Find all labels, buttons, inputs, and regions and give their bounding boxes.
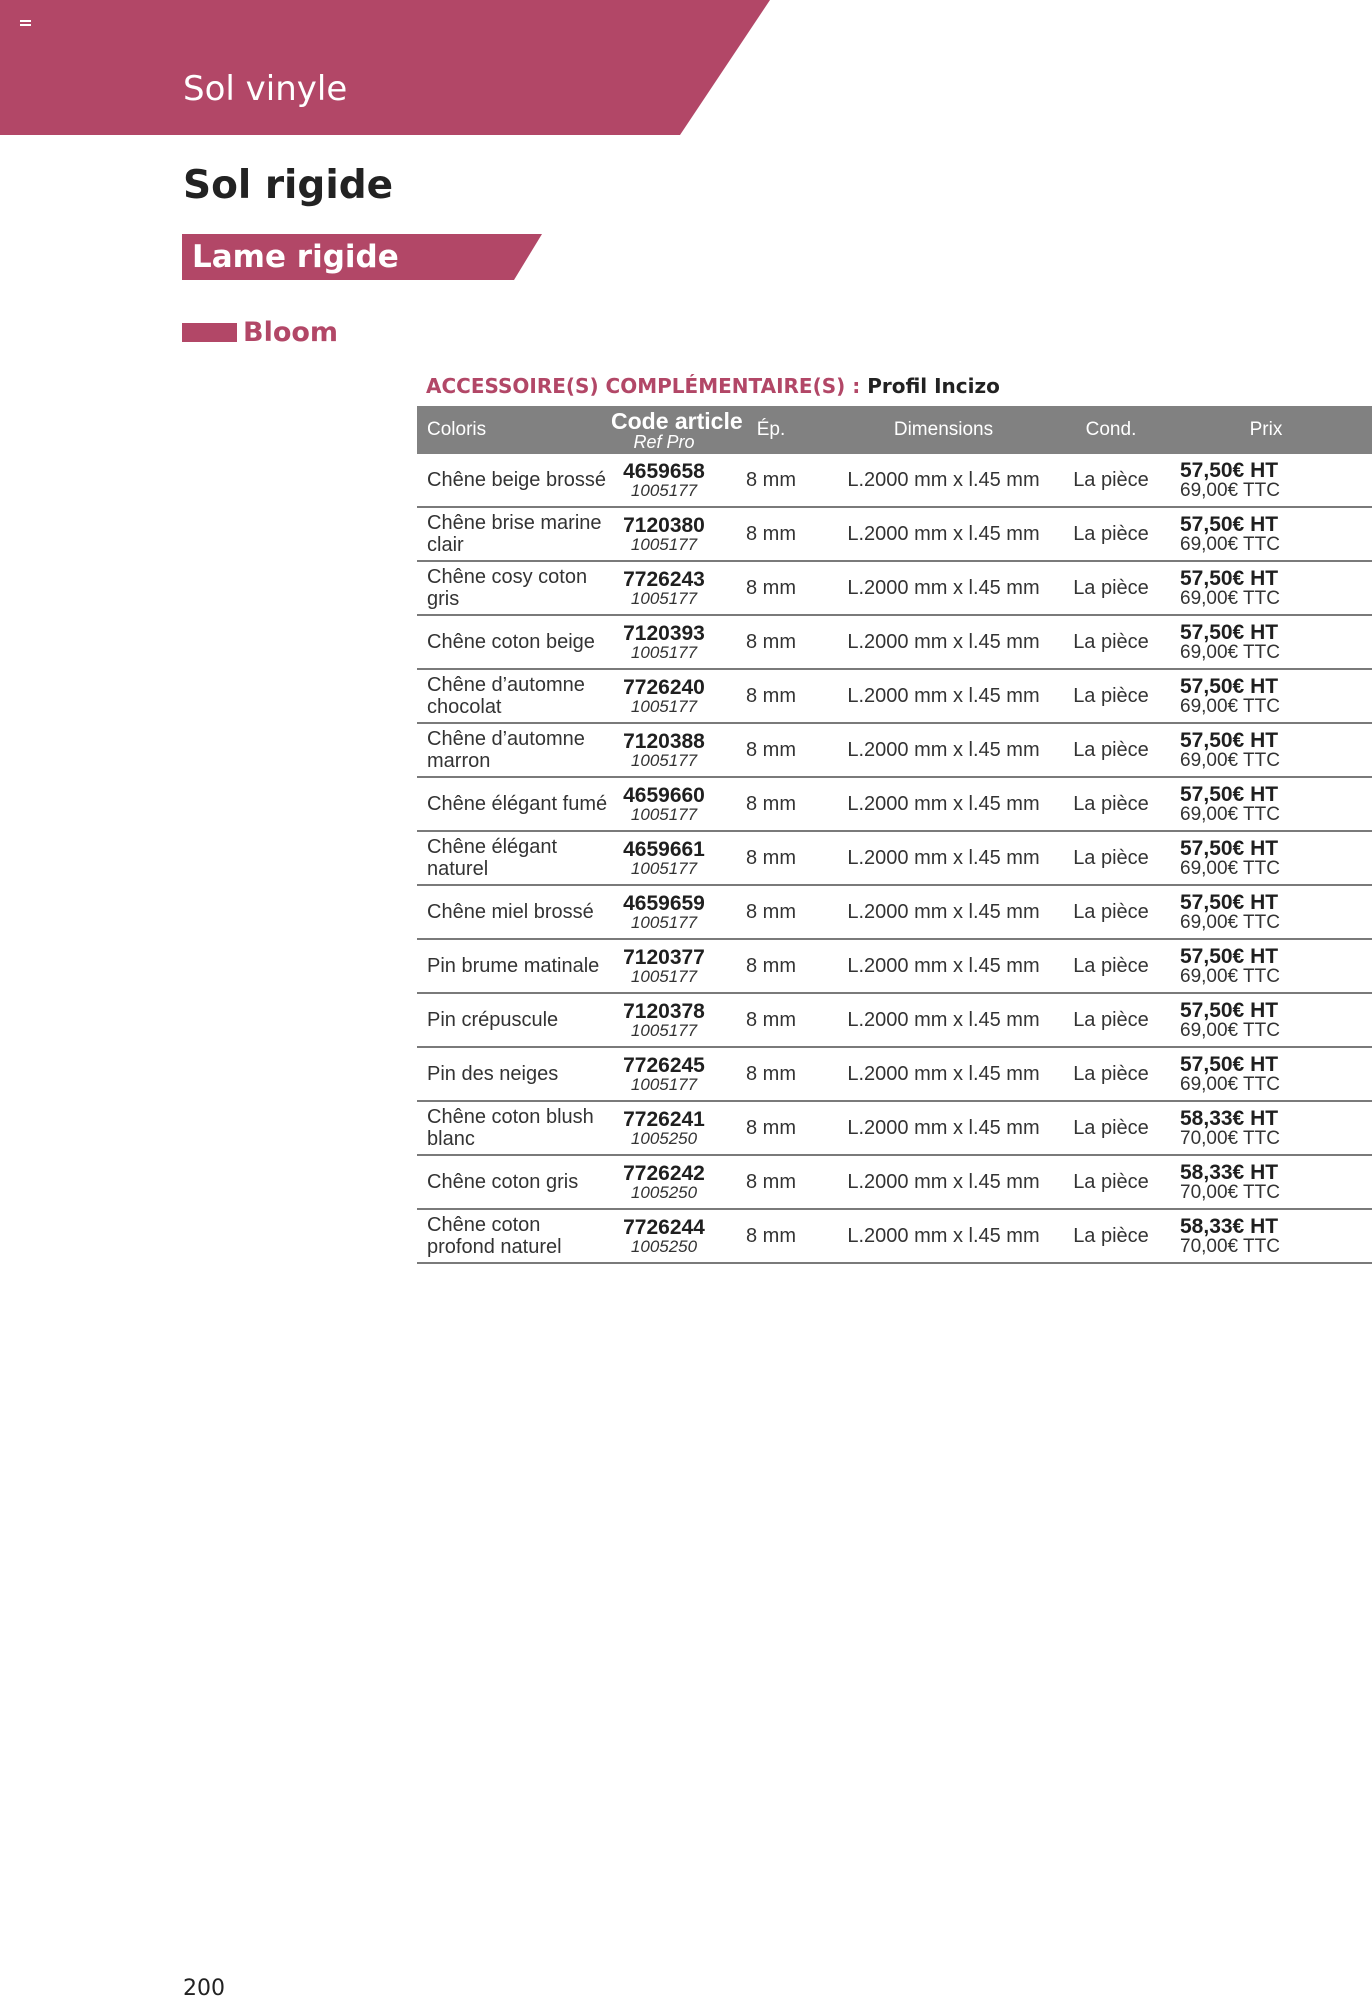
cond-text: La pièce — [1073, 1117, 1149, 1139]
price-ttc: 69,00€ TTC — [1180, 1074, 1280, 1095]
coloris-cell — [417, 631, 611, 653]
cond-text: La pièce — [1073, 469, 1149, 491]
ref-pro: 1005250 — [630, 1129, 698, 1148]
table-row — [417, 454, 1372, 508]
subsection-title: Lame rigide — [192, 239, 399, 275]
price-ttc: 69,00€ TTC — [1180, 588, 1280, 609]
header-code-cell — [611, 407, 743, 452]
coloris-text: Chêne coton beige — [427, 631, 595, 653]
dimensions-text: L.2000 mm x l.45 mm — [847, 847, 1040, 869]
ref-pro: 1005177 — [630, 1021, 698, 1040]
coloris-text: Chêne d’automne marron — [427, 728, 585, 772]
coloris-text: Chêne coton blush blanc — [427, 1106, 594, 1150]
coloris-cell — [417, 1009, 611, 1031]
ep-text: 8 mm — [746, 577, 796, 599]
table-row — [417, 562, 1372, 616]
range-title: Bloom — [243, 317, 339, 348]
dimensions-cell — [825, 523, 1062, 545]
cond-cell — [1062, 901, 1160, 923]
coloris-text: Pin crépuscule — [427, 1009, 559, 1031]
ref-pro: 1005177 — [630, 751, 698, 770]
coloris-cell — [417, 1214, 611, 1258]
code-cell — [611, 1163, 717, 1201]
accessory-label: ACCESSOIRE(S) COMPLÉMENTAIRE(S) : — [426, 374, 861, 398]
price-cell — [1160, 946, 1372, 986]
dimensions-text: L.2000 mm x l.45 mm — [847, 469, 1040, 491]
dimensions-text: L.2000 mm x l.45 mm — [847, 901, 1040, 923]
dimensions-cell — [825, 577, 1062, 599]
cond-text: La pièce — [1073, 739, 1149, 761]
price-ht: 58,33€ HT — [1180, 1161, 1279, 1184]
accessory-product: Profil Incizo — [867, 374, 1000, 398]
ep-cell — [717, 685, 825, 707]
ep-cell — [717, 523, 825, 545]
dimensions-text: L.2000 mm x l.45 mm — [847, 685, 1040, 707]
ep-cell — [717, 1009, 825, 1031]
code-cell — [611, 839, 717, 877]
page-number: 200 — [183, 1976, 225, 2001]
cond-text: La pièce — [1073, 577, 1149, 599]
price-ttc: 69,00€ TTC — [1180, 642, 1280, 663]
table-row — [417, 1156, 1372, 1210]
dimensions-text: L.2000 mm x l.45 mm — [847, 955, 1040, 977]
ep-cell — [717, 793, 825, 815]
price-cell — [1160, 838, 1372, 878]
coloris-cell — [417, 1106, 611, 1150]
coloris-cell — [417, 955, 611, 977]
dimensions-text: L.2000 mm x l.45 mm — [847, 1063, 1040, 1085]
coloris-cell — [417, 901, 611, 923]
coloris-text: Chêne élégant fumé — [427, 793, 608, 815]
ep-text: 8 mm — [746, 685, 796, 707]
ep-text: 8 mm — [746, 1117, 796, 1139]
section-title: Sol vinyle — [183, 69, 348, 109]
price-cell — [1160, 1054, 1372, 1094]
table-row — [417, 616, 1372, 670]
header-code-article: Code article — [611, 407, 743, 434]
dimensions-cell — [825, 739, 1062, 761]
price-ttc: 69,00€ TTC — [1180, 480, 1280, 501]
price-ttc: 69,00€ TTC — [1180, 1020, 1280, 1041]
accessory-line — [426, 374, 1000, 398]
coloris-cell — [417, 836, 611, 880]
code-cell — [611, 1217, 717, 1255]
ref-pro: 1005177 — [630, 643, 698, 662]
coloris-text: Chêne cosy coton gris — [427, 566, 588, 610]
cond-text: La pièce — [1073, 955, 1149, 977]
ep-text: 8 mm — [746, 955, 796, 977]
coloris-cell — [417, 512, 611, 556]
table-row — [417, 724, 1372, 778]
code-article: 7120377 — [623, 946, 705, 969]
ep-cell — [717, 1225, 825, 1247]
cond-cell — [1062, 685, 1160, 707]
table-row — [417, 940, 1372, 994]
ref-pro: 1005177 — [630, 1075, 698, 1094]
dimensions-cell — [825, 1063, 1062, 1085]
ref-pro: 1005177 — [630, 481, 698, 500]
ep-text: 8 mm — [746, 1009, 796, 1031]
dimensions-text: L.2000 mm x l.45 mm — [847, 631, 1040, 653]
header-dimensions: Dimensions — [893, 419, 994, 440]
dimensions-cell — [825, 1171, 1062, 1193]
code-article: 7726244 — [623, 1216, 705, 1239]
cond-text: La pièce — [1073, 1171, 1149, 1193]
ep-text: 8 mm — [746, 901, 796, 923]
cond-cell — [1062, 955, 1160, 977]
coloris-text: Chêne beige brossé — [427, 469, 607, 491]
coloris-cell — [417, 469, 611, 491]
code-article: 4659661 — [623, 838, 705, 861]
ep-text: 8 mm — [746, 847, 796, 869]
table-row — [417, 1102, 1372, 1156]
price-cell — [1160, 730, 1372, 770]
price-cell — [1160, 676, 1372, 716]
code-cell — [611, 1055, 717, 1093]
header-coloris-cell — [417, 419, 611, 441]
range-marker — [182, 323, 237, 342]
code-article: 4659660 — [623, 784, 705, 807]
cond-cell — [1062, 577, 1160, 599]
code-cell — [611, 623, 717, 661]
coloris-text: Pin brume matinale — [427, 955, 600, 977]
coloris-cell — [417, 1063, 611, 1085]
code-cell — [611, 461, 717, 499]
code-article: 4659659 — [623, 892, 705, 915]
ep-text: 8 mm — [746, 739, 796, 761]
coloris-text: Chêne élégant naturel — [427, 836, 558, 880]
price-ht: 57,50€ HT — [1180, 1053, 1279, 1076]
code-cell — [611, 1001, 717, 1039]
code-cell — [611, 893, 717, 931]
cond-text: La pièce — [1073, 523, 1149, 545]
cond-cell — [1062, 1063, 1160, 1085]
dimensions-cell — [825, 1225, 1062, 1247]
cond-text: La pièce — [1073, 901, 1149, 923]
ep-cell — [717, 1171, 825, 1193]
ref-pro: 1005177 — [630, 859, 698, 878]
coloris-text: Chêne coton profond naturel — [427, 1214, 562, 1258]
cond-cell — [1062, 1171, 1160, 1193]
coloris-text: Chêne d’automne chocolat — [427, 674, 585, 718]
code-cell — [611, 677, 717, 715]
ep-cell — [717, 1063, 825, 1085]
code-cell — [611, 947, 717, 985]
cond-cell — [1062, 631, 1160, 653]
code-article: 7726242 — [623, 1162, 705, 1185]
code-cell — [611, 785, 717, 823]
price-cell — [1160, 1000, 1372, 1040]
ref-pro: 1005177 — [630, 805, 698, 824]
ep-cell — [717, 1117, 825, 1139]
code-cell — [611, 569, 717, 607]
ep-cell — [717, 955, 825, 977]
coloris-cell — [417, 1171, 611, 1193]
dimensions-cell — [825, 793, 1062, 815]
price-ht: 57,50€ HT — [1180, 783, 1279, 806]
price-ttc: 70,00€ TTC — [1180, 1236, 1280, 1257]
price-ttc: 70,00€ TTC — [1180, 1128, 1280, 1149]
price-ttc: 70,00€ TTC — [1180, 1182, 1280, 1203]
ep-text: 8 mm — [746, 1225, 796, 1247]
dimensions-text: L.2000 mm x l.45 mm — [847, 739, 1040, 761]
price-ttc: 69,00€ TTC — [1180, 534, 1280, 555]
coloris-text: Pin des neiges — [427, 1063, 559, 1085]
code-article: 4659658 — [623, 460, 705, 483]
table-row — [417, 886, 1372, 940]
cond-cell — [1062, 793, 1160, 815]
price-cell — [1160, 514, 1372, 554]
price-ttc: 69,00€ TTC — [1180, 912, 1280, 933]
dimensions-cell — [825, 901, 1062, 923]
price-ttc: 69,00€ TTC — [1180, 750, 1280, 771]
coloris-text: Chêne miel brossé — [427, 901, 594, 923]
code-article: 7726243 — [623, 568, 705, 591]
dimensions-text: L.2000 mm x l.45 mm — [847, 1009, 1040, 1031]
table-row — [417, 670, 1372, 724]
ref-pro: 1005177 — [630, 589, 698, 608]
price-cell — [1160, 784, 1372, 824]
ep-cell — [717, 901, 825, 923]
table-row — [417, 832, 1372, 886]
price-ht: 58,33€ HT — [1180, 1107, 1279, 1130]
ep-text: 8 mm — [746, 469, 796, 491]
code-article: 7726245 — [623, 1054, 705, 1077]
ref-pro: 1005177 — [630, 535, 698, 554]
coloris-cell — [417, 566, 611, 610]
header-dimensions-cell — [825, 419, 1062, 441]
dimensions-text: L.2000 mm x l.45 mm — [847, 523, 1040, 545]
ep-cell — [717, 631, 825, 653]
price-cell — [1160, 1162, 1372, 1202]
dimensions-text: L.2000 mm x l.45 mm — [847, 1171, 1040, 1193]
cond-cell — [1062, 1009, 1160, 1031]
price-ht: 57,50€ HT — [1180, 675, 1279, 698]
dimensions-text: L.2000 mm x l.45 mm — [847, 1225, 1040, 1247]
cond-cell — [1062, 523, 1160, 545]
price-ttc: 69,00€ TTC — [1180, 966, 1280, 987]
section-banner — [0, 0, 770, 135]
price-cell — [1160, 622, 1372, 662]
header-cond-cell — [1062, 419, 1160, 441]
table-row — [417, 994, 1372, 1048]
cond-cell — [1062, 1225, 1160, 1247]
cond-cell — [1062, 1117, 1160, 1139]
code-article: 7726241 — [623, 1108, 705, 1131]
coloris-cell — [417, 793, 611, 815]
ep-text: 8 mm — [746, 523, 796, 545]
header-ref-pro: Ref Pro — [633, 431, 695, 452]
header-cond: Cond. — [1085, 419, 1137, 440]
price-ht: 57,50€ HT — [1180, 945, 1279, 968]
price-ttc: 69,00€ TTC — [1180, 696, 1280, 717]
menu-icon[interactable] — [20, 20, 31, 29]
code-article: 7120378 — [623, 1000, 705, 1023]
table-row — [417, 1210, 1372, 1264]
cond-text: La pièce — [1073, 1063, 1149, 1085]
header-ep-cell — [717, 419, 825, 441]
dimensions-cell — [825, 469, 1062, 491]
ep-cell — [717, 847, 825, 869]
ref-pro: 1005177 — [630, 697, 698, 716]
table-header — [417, 406, 1372, 454]
price-ht: 57,50€ HT — [1180, 837, 1279, 860]
price-ht: 57,50€ HT — [1180, 729, 1279, 752]
code-article: 7120380 — [623, 514, 705, 537]
price-cell — [1160, 1216, 1372, 1256]
ep-text: 8 mm — [746, 1063, 796, 1085]
table-row — [417, 1048, 1372, 1102]
ep-text: 8 mm — [746, 631, 796, 653]
price-ttc: 69,00€ TTC — [1180, 804, 1280, 825]
ref-pro: 1005177 — [630, 913, 698, 932]
cond-cell — [1062, 469, 1160, 491]
cond-text: La pièce — [1073, 1225, 1149, 1247]
ep-cell — [717, 577, 825, 599]
dimensions-text: L.2000 mm x l.45 mm — [847, 793, 1040, 815]
dimensions-cell — [825, 1009, 1062, 1031]
price-ttc: 69,00€ TTC — [1180, 858, 1280, 879]
page-title: Sol rigide — [183, 163, 394, 208]
price-ht: 57,50€ HT — [1180, 513, 1279, 536]
table-row — [417, 778, 1372, 832]
price-ht: 57,50€ HT — [1180, 891, 1279, 914]
dimensions-cell — [825, 631, 1062, 653]
ep-text: 8 mm — [746, 1171, 796, 1193]
code-article: 7726240 — [623, 676, 705, 699]
code-cell — [611, 1109, 717, 1147]
cond-text: La pièce — [1073, 793, 1149, 815]
ref-pro: 1005177 — [630, 967, 698, 986]
product-table — [417, 406, 1372, 1264]
dimensions-cell — [825, 685, 1062, 707]
price-ht: 57,50€ HT — [1180, 459, 1279, 482]
ep-text: 8 mm — [746, 793, 796, 815]
cond-text: La pièce — [1073, 685, 1149, 707]
cond-text: La pièce — [1073, 1009, 1149, 1031]
price-cell — [1160, 460, 1372, 500]
coloris-cell — [417, 674, 611, 718]
dimensions-cell — [825, 1117, 1062, 1139]
price-cell — [1160, 892, 1372, 932]
code-cell — [611, 515, 717, 553]
ref-pro: 1005250 — [630, 1183, 698, 1202]
code-article: 7120388 — [623, 730, 705, 753]
price-cell — [1160, 568, 1372, 608]
coloris-cell — [417, 728, 611, 772]
header-prix: Prix — [1249, 419, 1283, 440]
ep-cell — [717, 739, 825, 761]
price-ht: 57,50€ HT — [1180, 567, 1279, 590]
ep-cell — [717, 469, 825, 491]
dimensions-cell — [825, 847, 1062, 869]
header-coloris: Coloris — [427, 419, 487, 440]
price-ht: 58,33€ HT — [1180, 1215, 1279, 1238]
code-cell — [611, 731, 717, 769]
header-ep: Ép. — [756, 419, 786, 440]
dimensions-text: L.2000 mm x l.45 mm — [847, 1117, 1040, 1139]
price-ht: 57,50€ HT — [1180, 999, 1279, 1022]
price-cell — [1160, 1108, 1372, 1148]
header-prix-cell — [1160, 419, 1372, 441]
coloris-text: Chêne coton gris — [427, 1171, 579, 1193]
price-ht: 57,50€ HT — [1180, 621, 1279, 644]
cond-cell — [1062, 847, 1160, 869]
coloris-text: Chêne brise marine clair — [427, 512, 602, 556]
cond-text: La pièce — [1073, 847, 1149, 869]
ref-pro: 1005250 — [630, 1237, 698, 1256]
table-row — [417, 508, 1372, 562]
dimensions-cell — [825, 955, 1062, 977]
cond-text: La pièce — [1073, 631, 1149, 653]
code-article: 7120393 — [623, 622, 705, 645]
cond-cell — [1062, 739, 1160, 761]
dimensions-text: L.2000 mm x l.45 mm — [847, 577, 1040, 599]
